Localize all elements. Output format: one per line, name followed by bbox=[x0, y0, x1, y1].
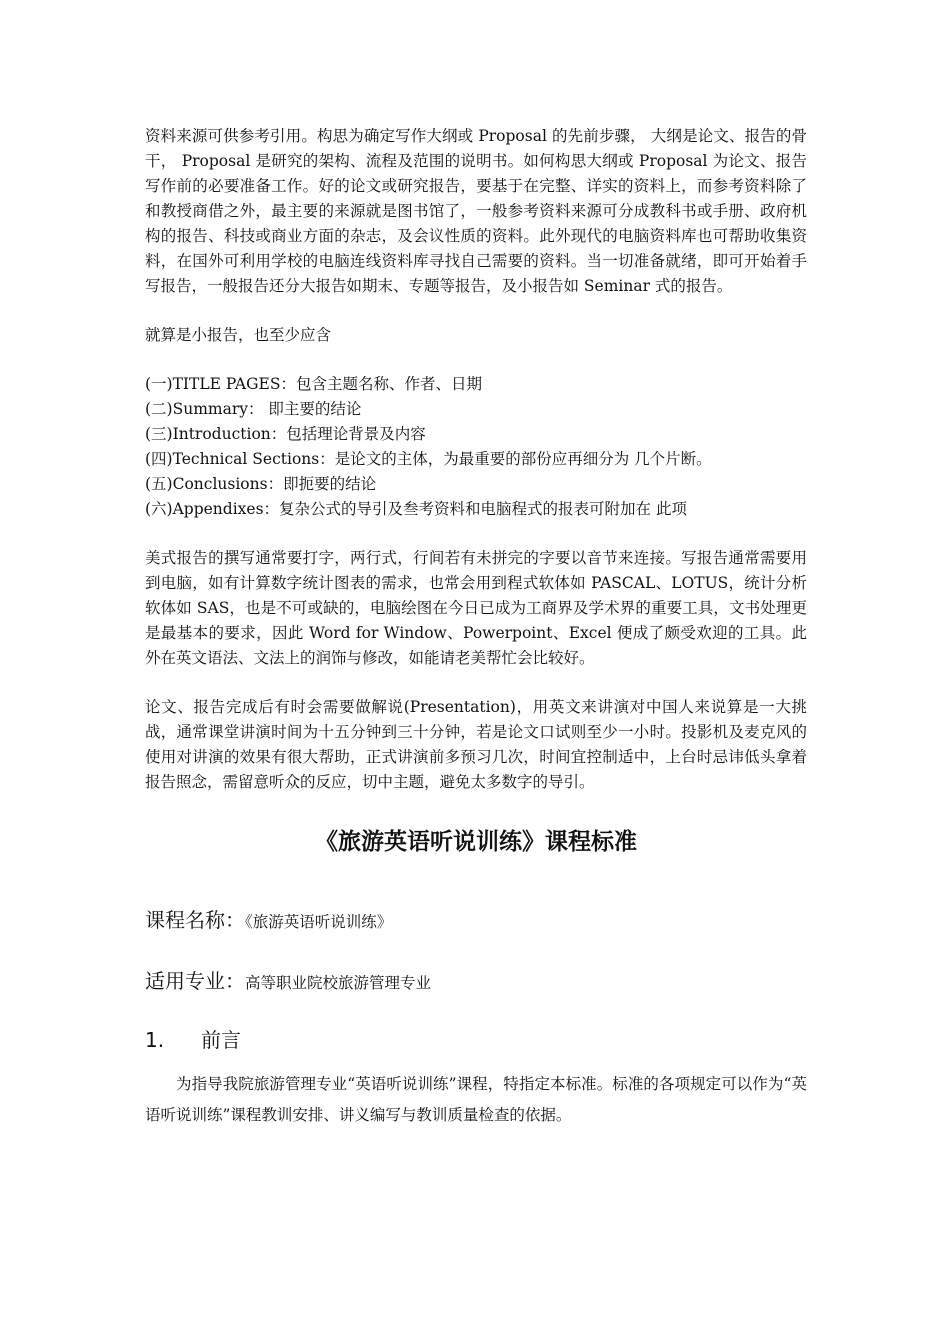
list-item: (五)Conclusions：即扼要的结论 bbox=[145, 475, 377, 493]
report-sections-list bbox=[145, 372, 807, 522]
course-name-value: 《旅游英语听说训练》 bbox=[245, 913, 393, 931]
document-page bbox=[145, 124, 807, 1131]
course-major-label: 适用专业： bbox=[145, 969, 245, 993]
list-item: (三)Introduction：包括理论背景及内容 bbox=[145, 425, 426, 443]
section-number: 1. bbox=[145, 1028, 165, 1052]
list-item: (六)Appendixes：复杂公式的导引及叁考资料和电脑程式的报表可附加在 此项 bbox=[145, 500, 687, 518]
section-heading bbox=[145, 1024, 807, 1053]
course-name-row bbox=[145, 904, 807, 933]
course-title: 《旅游英语听说训练》课程标准 bbox=[315, 829, 637, 855]
paragraph-typing: 美式报告的撰写通常要打字，两行式，行间若有未拼完的字要以音节来连接。写报告通常需要用到电脑，如有计算数字统计图表的需求，也常会用到程式软体如 PASCAL、LOTUS，统计分析软体如 SAS，也是不可或缺的，电脑绘图在今日已成为工商界及学术界的重要工具，文书处理更是最基本的要求，因此 Word for Window、Powerpoint、Excel 便成了颇受欢迎的工具。此外在英文语法、文法上的润饰与修改，如能请老美帮忙会比较好。 bbox=[145, 549, 807, 667]
course-name-label: 课程名称： bbox=[145, 908, 245, 932]
paragraph-preface: 为指导我院旅游管理专业“英语听说训练”课程，特指定本标准。标准的各项规定可以作为“英语听说训练”课程教训安排、讲义编写与教训质量检查的依据。 bbox=[145, 1075, 807, 1124]
paragraph-presentation: 论文、报告完成后有时会需要做解说(Presentation)，用英文来讲演对中国人来说算是一大挑战，通常课堂讲演时间为十五分钟到三十分钟，若是论文口试则至少一小时。投影机及麦克风的使用对讲演的效果有很大帮助，正式讲演前多预习几次，时间宜控制适中，上台时忌讳低头拿着报告照念，需留意听众的反应，切中主题，避免太多数字的导引。 bbox=[145, 698, 807, 791]
course-major-row bbox=[145, 965, 807, 994]
list-item: (一)TITLE PAGES：包含主题名称、作者、日期 bbox=[145, 375, 482, 393]
list-item: (二)Summary： 即主要的结论 bbox=[145, 400, 362, 418]
paragraph-references: 资料来源可供参考引用。构思为确定写作大纲或 Proposal 的先前步骤， 大纲是论文、报告的骨干， Proposal 是研究的架构、流程及范围的说明书。如何构思大纲或 Proposal 为论文、报告写作前的必要准备工作。好的论文或研究报告，要基于在完整、详实的资料上，而参考资料除了和教授商借之外，最主要的来源就是图书馆了，一般参考资料来源可分成教科书或手册、政府机构的报告、科技或商业方面的杂志，及会议性质的资料。此外现代的电脑资料库也可帮助收集资料，在国外可利用学校的电脑连线资料库寻找自己需要的资料。当一切准备就绪，即可开始着手写报告，一般报告还分大报告如期末、专题等报告，及小报告如 Seminar 式的报告。 bbox=[145, 127, 807, 295]
course-major-value: 高等职业院校旅游管理专业 bbox=[245, 974, 432, 992]
section-title: 前言 bbox=[201, 1028, 241, 1052]
list-item: (四)Technical Sections：是论文的主体，为最重要的部份应再细分为 几个片断。 bbox=[145, 450, 712, 468]
paragraph-intro-list: 就算是小报告，也至少应含 bbox=[145, 326, 332, 344]
